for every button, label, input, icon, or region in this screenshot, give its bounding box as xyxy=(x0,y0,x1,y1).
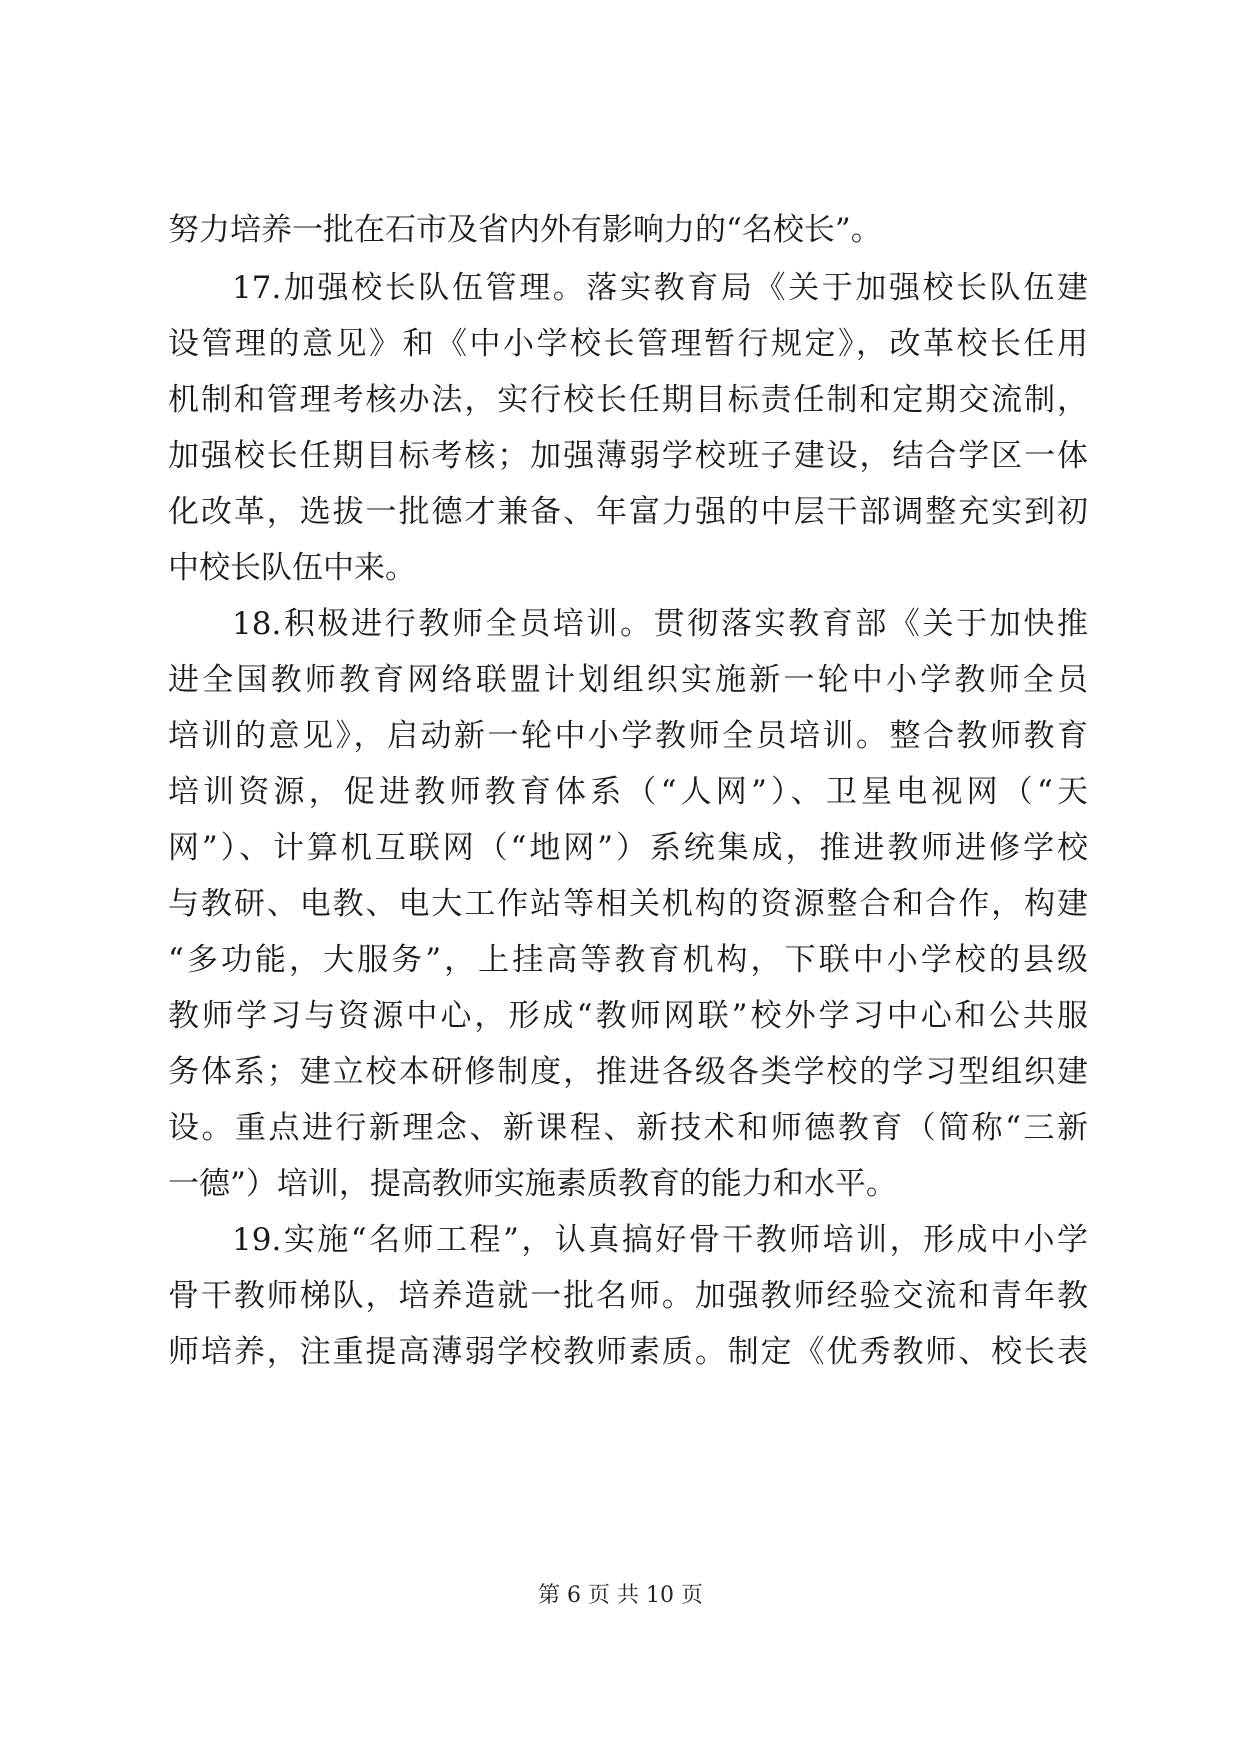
text-line: 教师学习与资源中心，形成“教师网联”校外学习中心和公共服 xyxy=(168,998,1088,1034)
text-line: 设。重点进行新理念、新课程、新技术和师德教育（简称“三新 xyxy=(168,1110,1088,1146)
text-line: 一德”）培训，提高教师实施素质教育的能力和水平。 xyxy=(168,1166,897,1202)
text-line: 务体系；建立校本研修制度，推进各级各类学校的学习型组织建 xyxy=(168,1054,1088,1090)
text-line: 化改革，选拔一批德才兼备、年富力强的中层干部调整充实到初 xyxy=(168,494,1088,530)
text-line: 机制和管理考核办法，实行校长任期目标责任制和定期交流制， xyxy=(168,382,1088,418)
text-line: 19.实施“名师工程”，认真搞好骨干教师培训，形成中小学 xyxy=(232,1222,1088,1258)
text-line: 18.积极进行教师全员培训。贯彻落实教育部《关于加快推 xyxy=(232,606,1088,642)
text-line: 与教研、电教、电大工作站等相关机构的资源整合和合作，构建 xyxy=(168,886,1088,922)
text-line: 骨干教师梯队，培养造就一批名师。加强教师经验交流和青年教 xyxy=(168,1278,1088,1314)
text-line: 网”）、计算机互联网（“地网”）系统集成，推进教师进修学校 xyxy=(168,830,1088,866)
text-line: 17.加强校长队伍管理。落实教育局《关于加强校长队伍建 xyxy=(232,270,1088,306)
text-line: 进全国教师教育网络联盟计划组织实施新一轮中小学教师全员 xyxy=(168,662,1088,698)
text-line: 师培养，注重提高薄弱学校教师素质。制定《优秀教师、校长表 xyxy=(168,1334,1088,1370)
text-line: 设管理的意见》和《中小学校长管理暂行规定》，改革校长任用 xyxy=(168,326,1088,362)
text-line: 中校长队伍中来。 xyxy=(168,550,416,586)
page-number-footer: 第 6 页 共 10 页 xyxy=(538,1583,703,1608)
text-line: 培训资源，促进教师教育体系（“人网”）、卫星电视网（“天 xyxy=(168,774,1088,810)
text-line: 加强校长任期目标考核；加强薄弱学校班子建设，结合学区一体 xyxy=(168,438,1088,474)
text-line: “多功能，大服务”，上挂高等教育机构，下联中小学校的县级 xyxy=(168,942,1088,978)
text-line: 努力培养一批在石市及省内外有影响力的“名校长”。 xyxy=(168,212,882,248)
text-line: 培训的意见》，启动新一轮中小学教师全员培训。整合教师教育 xyxy=(168,718,1088,754)
